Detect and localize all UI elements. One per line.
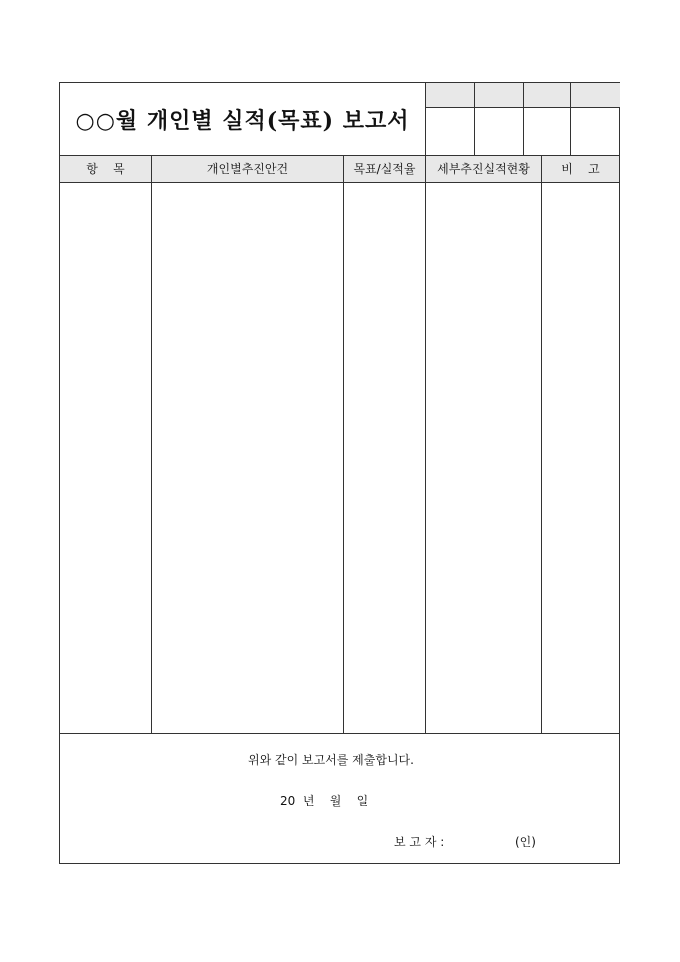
column-header-target-rate: 목표/실적율 xyxy=(353,162,416,176)
column-divider-1 xyxy=(151,155,152,733)
body-bottom-rule xyxy=(60,733,619,734)
column-divider-3 xyxy=(425,155,426,733)
column-header-bottom-rule xyxy=(60,182,619,183)
approval-box-left-border xyxy=(425,83,426,155)
submission-date: 20 년 월 일 xyxy=(280,794,369,808)
column-divider-4 xyxy=(541,155,542,733)
reporter-label: 보 고 자 : xyxy=(394,835,445,849)
column-header-remarks: 비 고 xyxy=(561,162,600,176)
column-header-agenda: 개인별추진안건 xyxy=(206,162,289,176)
approval-box-divider-1 xyxy=(474,83,475,155)
column-divider-2 xyxy=(343,155,344,733)
approval-box-divider-2 xyxy=(523,83,524,155)
approval-box-divider-3 xyxy=(570,83,571,155)
column-header-item: 항 목 xyxy=(86,162,125,176)
seal-mark: (인) xyxy=(515,835,536,849)
submission-statement: 위와 같이 보고서를 제출합니다. xyxy=(248,753,414,767)
column-header-performance-detail: 세부추진실적현황 xyxy=(437,162,530,176)
report-form xyxy=(59,82,620,864)
report-title: ○○월 개인별 실적(목표) 보고서 xyxy=(75,107,410,134)
